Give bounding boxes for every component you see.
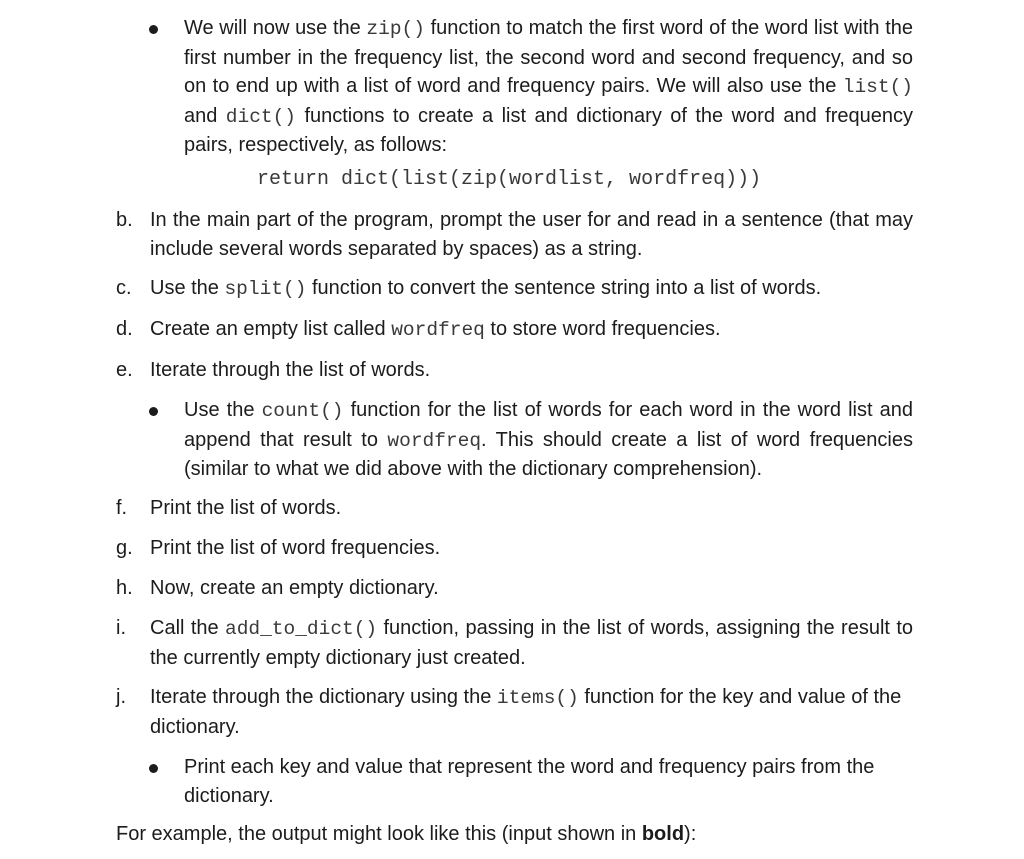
bullet-icon <box>149 407 158 416</box>
item-marker-j: j. <box>116 686 126 708</box>
code-add-to-dict: add_to_dict() <box>225 618 378 640</box>
code-items: items() <box>496 687 579 709</box>
item-marker-i: i. <box>116 617 126 639</box>
print-pairs-paragraph: Print each key and value that represent the word and frequency pairs from the dictionary. <box>184 756 875 807</box>
item-c-text: Use the split() function to convert the sentence string into a list of words. <box>150 277 822 300</box>
bullet-icon <box>149 25 158 34</box>
item-marker-b: b. <box>116 209 133 231</box>
item-marker-f: f. <box>116 497 128 519</box>
item-marker-g: g. <box>116 537 133 559</box>
item-g-text: Print the list of word frequencies. <box>150 537 441 559</box>
code-return-line: return dict(list(zip(wordlist, wordfreq))) <box>257 168 762 191</box>
item-marker-h: h. <box>116 577 133 599</box>
zip-function-paragraph: We will now use the zip() function to match the first word of the word list with the first number in the frequency list, the second word and second frequency, and so on to end up with a list of word and frequency pairs. We will also use the list() and dict() functions to create a list and dictionary of the word and frequency pairs, respectively, as follows: <box>184 17 913 156</box>
item-marker-d: d. <box>116 318 133 340</box>
item-b-text: In the main part of the program, prompt the user for and read in a sentence (that may include several words separated by spaces) as a string. <box>150 209 913 260</box>
item-e-text: Iterate through the list of words. <box>150 359 431 381</box>
item-i-text: Call the add_to_dict() function, passing in the list of words, assigning the result to the currently empty dictionary just created. <box>150 617 914 669</box>
example-output-intro: For example, the output might look like this (input shown in bold): <box>116 823 697 845</box>
count-function-paragraph: Use the count() function for the list of words for each word in the word list and append that result to wordfreq. This should create a list of word frequencies (similar to what we did above with the dictionary comprehension). <box>184 399 914 480</box>
item-d-text: Create an empty list called wordfreq to store word frequencies. <box>150 318 721 341</box>
bold-word: bold <box>641 823 685 845</box>
item-h-text: Now, create an empty dictionary. <box>150 577 439 599</box>
code-count: count() <box>261 400 344 422</box>
code-zip: zip() <box>366 18 425 40</box>
item-marker-c: c. <box>116 277 132 299</box>
code-wordfreq: wordfreq <box>387 429 482 452</box>
bullet-icon <box>149 764 158 773</box>
item-f-text: Print the list of words. <box>150 497 342 519</box>
code-wordfreq: wordfreq <box>391 319 485 341</box>
code-list: list() <box>842 76 913 98</box>
item-j-text: Iterate through the dictionary using the items() function for the key and value of the dictionary. <box>150 686 902 738</box>
code-dict: dict() <box>225 105 297 128</box>
code-split: split() <box>224 278 307 300</box>
item-marker-e: e. <box>116 359 133 381</box>
